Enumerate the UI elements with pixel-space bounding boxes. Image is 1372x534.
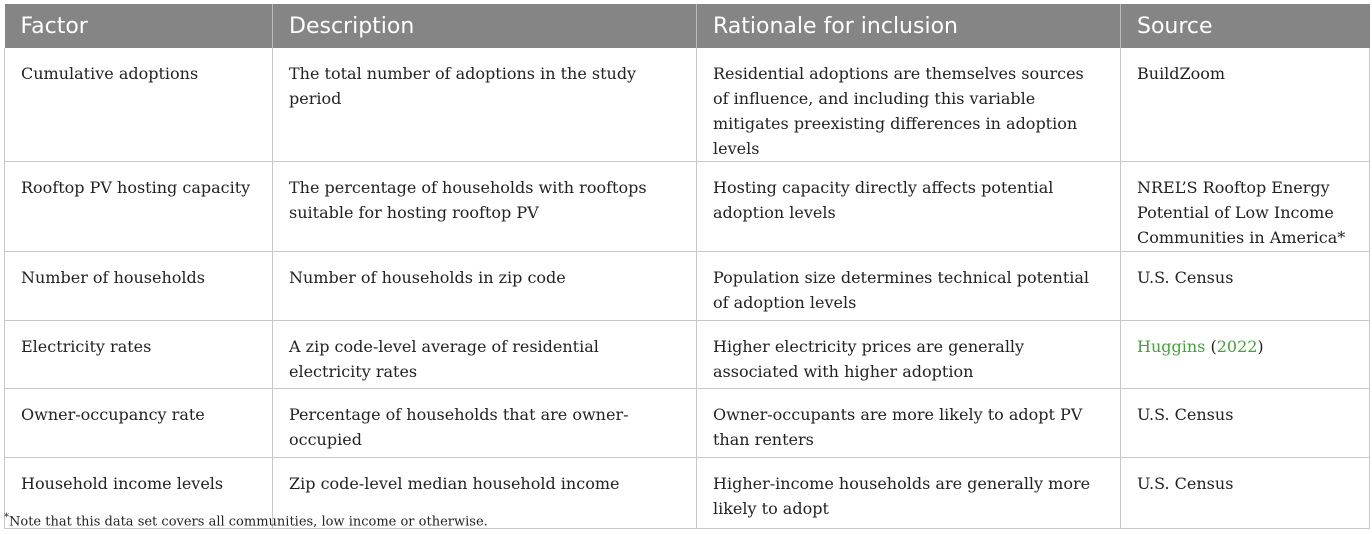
table-row bbox=[5, 321, 1370, 389]
cell-rationale: Residential adoptions are themselves sources of influence, and including this variable mitigates preexisting differences in adoption levels bbox=[697, 48, 1121, 162]
cell-factor: Household income levels bbox=[5, 458, 273, 529]
header-source: Source bbox=[1121, 4, 1370, 48]
table-row bbox=[5, 252, 1370, 321]
header-description: Description bbox=[273, 4, 697, 48]
cell-source: U.S. Census bbox=[1121, 458, 1370, 529]
cell-description: The percentage of households with rooftops suitable for hosting rooftop PV bbox=[273, 162, 697, 252]
table-footnote bbox=[4, 512, 488, 529]
cell-rationale: Hosting capacity directly affects potential adoption levels bbox=[697, 162, 1121, 252]
cell-description: The total number of adoptions in the study period bbox=[273, 48, 697, 162]
table-row bbox=[5, 389, 1370, 458]
cell-description: Zip code-level median household income bbox=[273, 458, 697, 529]
cell-source bbox=[1121, 321, 1370, 389]
citation-year-link[interactable]: 2022 bbox=[1216, 337, 1258, 356]
table-header-row bbox=[5, 4, 1370, 48]
citation-close-paren: ) bbox=[1257, 337, 1264, 356]
factors-table bbox=[4, 4, 1370, 529]
cell-description: A zip code-level average of residential electricity rates bbox=[273, 321, 697, 389]
header-rationale: Rationale for inclusion bbox=[697, 4, 1121, 48]
citation-open-paren: ( bbox=[1205, 337, 1217, 356]
cell-factor: Rooftop PV hosting capacity bbox=[5, 162, 273, 252]
header-factor: Factor bbox=[5, 4, 273, 48]
footnote-marker: * bbox=[4, 512, 9, 523]
cell-factor: Number of households bbox=[5, 252, 273, 321]
cell-description: Percentage of households that are owner-occupied bbox=[273, 389, 697, 458]
cell-source: NREL’S Rooftop Energy Potential of Low Income Communities in America* bbox=[1121, 162, 1370, 252]
table-row bbox=[5, 48, 1370, 162]
citation-author-link[interactable]: Huggins bbox=[1137, 337, 1206, 356]
cell-factor: Owner-occupancy rate bbox=[5, 389, 273, 458]
footnote-text: Note that this data set covers all communities, low income or otherwise. bbox=[9, 514, 488, 530]
cell-description: Number of households in zip code bbox=[273, 252, 697, 321]
cell-rationale: Owner-occupants are more likely to adopt PV than renters bbox=[697, 389, 1121, 458]
table-row bbox=[5, 162, 1370, 252]
cell-source: U.S. Census bbox=[1121, 252, 1370, 321]
cell-factor: Electricity rates bbox=[5, 321, 273, 389]
cell-rationale: Higher electricity prices are generally associated with higher adoption bbox=[697, 321, 1121, 389]
cell-rationale: Higher-income households are generally more likely to adopt bbox=[697, 458, 1121, 529]
cell-source: BuildZoom bbox=[1121, 48, 1370, 162]
cell-rationale: Population size determines technical potential of adoption levels bbox=[697, 252, 1121, 321]
cell-factor: Cumulative adoptions bbox=[5, 48, 273, 162]
cell-source: U.S. Census bbox=[1121, 389, 1370, 458]
